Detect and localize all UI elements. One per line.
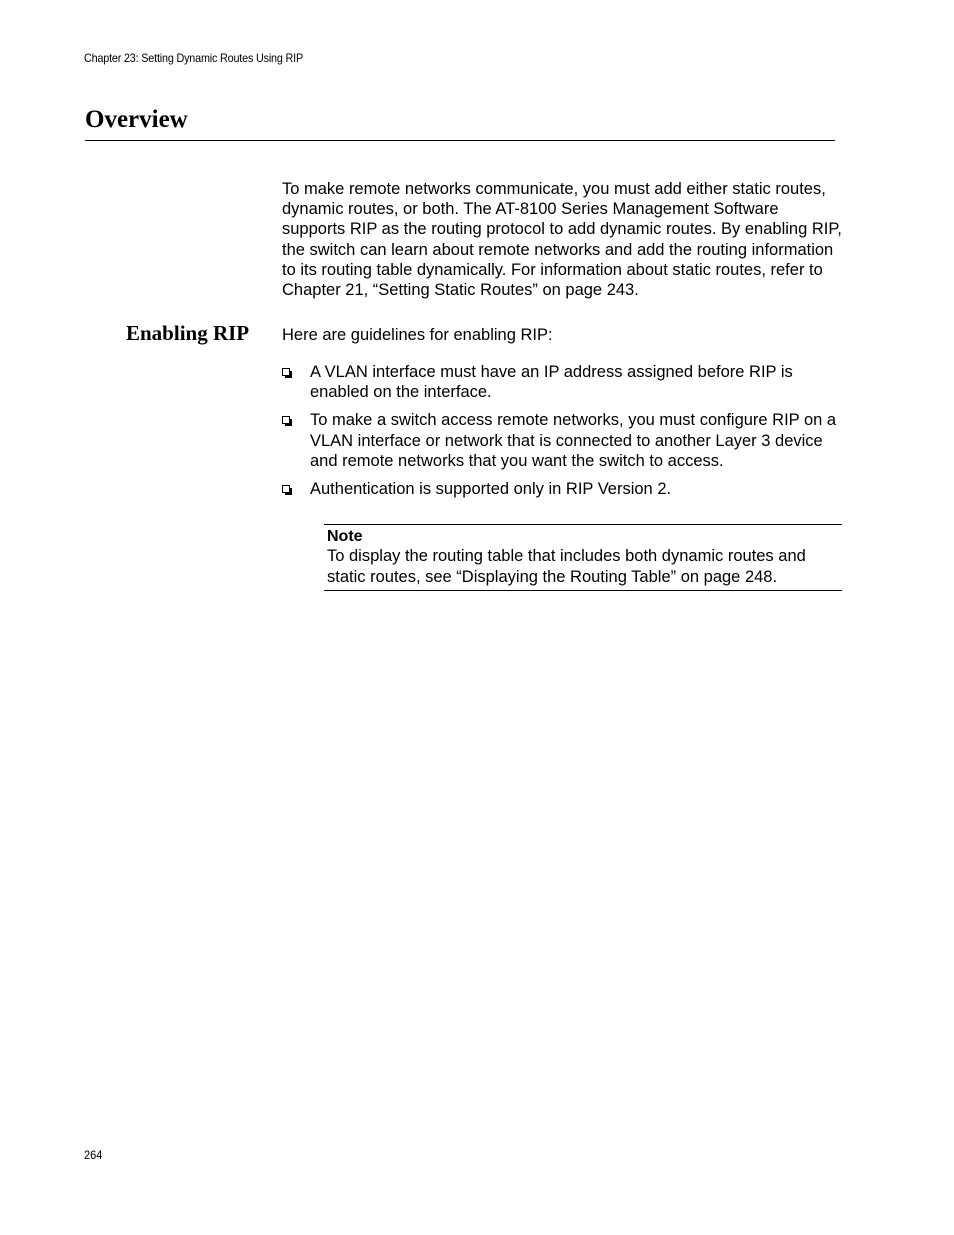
guidelines-lead: Here are guidelines for enabling RIP: xyxy=(282,326,553,344)
list-item xyxy=(282,362,842,402)
title-divider xyxy=(85,140,835,141)
list-item xyxy=(282,479,842,499)
subsection-heading: Enabling RIP xyxy=(126,321,250,345)
list-item-text: To make a switch access remote networks, you must configure RIP on a VLAN interface or network that is connected to another Layer 3 device and remote networks that you want the switch to access. xyxy=(310,411,837,470)
note-box xyxy=(324,524,842,591)
list-item-text: Authentication is supported only in RIP Version 2. xyxy=(310,480,672,499)
note-text: To display the routing table that includes both dynamic routes and static routes, see “Displaying the Routing Table” on page 248. xyxy=(327,547,806,586)
list-item-text: A VLAN interface must have an IP address assigned before RIP is enabled on the interface. xyxy=(310,363,793,402)
running-header: Chapter 23: Setting Dynamic Routes Using RIP xyxy=(84,51,303,65)
guidelines-list xyxy=(282,362,842,507)
box-bullet-icon xyxy=(282,485,290,493)
box-bullet-icon xyxy=(282,368,290,376)
section-title: Overview xyxy=(85,106,188,133)
note-label: Note xyxy=(327,528,363,545)
list-item xyxy=(282,410,842,471)
page-number: 264 xyxy=(84,1148,103,1162)
box-bullet-icon xyxy=(282,416,290,424)
intro-paragraph: To make remote networks communicate, you must add either static routes, dynamic routes, or both. The AT-8100 Series Management Software supports RIP as the routing protocol to add dynamic routes. By enabling RIP, the switch can learn about remote networks and add the routing information to its routing table dynamically. For information about static routes, refer to Chapter 21, “Setting Static Routes” on page 243. xyxy=(282,180,842,300)
